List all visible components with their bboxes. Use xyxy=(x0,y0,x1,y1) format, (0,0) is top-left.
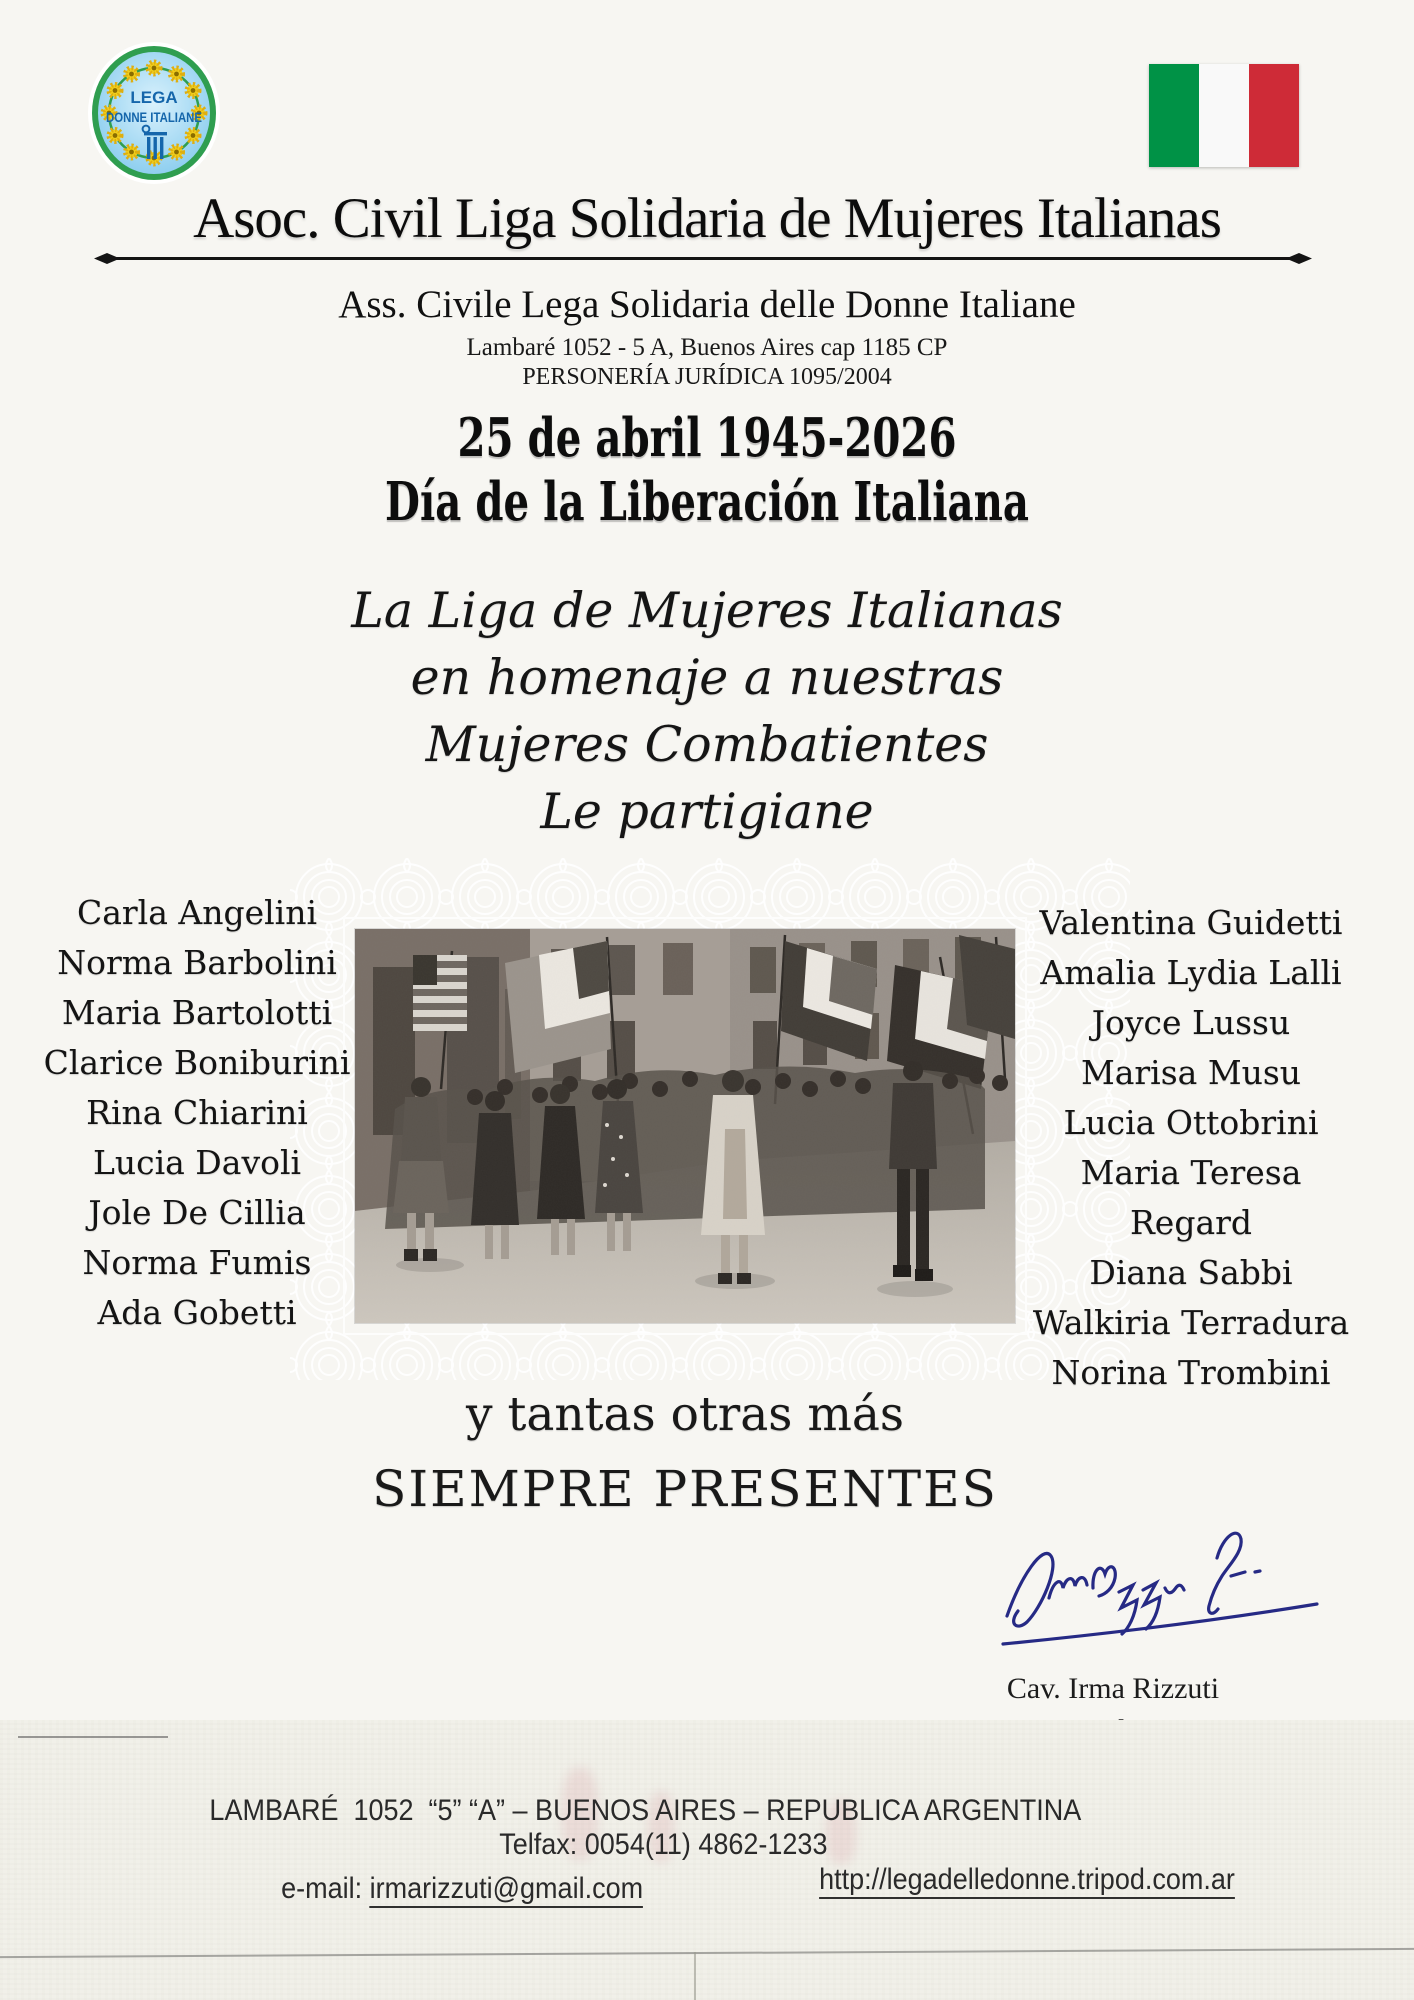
lega-donne-italiane-logo-icon xyxy=(87,40,222,185)
title-rule xyxy=(107,257,1299,260)
partisan-name: Jole De Cillia xyxy=(88,1193,306,1232)
tribute-line: Mujeres Combatientes xyxy=(425,716,989,773)
footer-email-line xyxy=(228,1838,664,1940)
flag-red-stripe xyxy=(1249,64,1299,167)
signer-name: Cav. Irma Rizzuti xyxy=(1006,1672,1220,1705)
email-link[interactable]: irmarizzuti@gmail.com xyxy=(370,1872,643,1908)
partisan-name: Maria Teresa Regard xyxy=(1080,1153,1302,1242)
subtitle: Ass. Civile Lega Solidaria delle Donne Italiane xyxy=(338,283,1076,326)
footer-address-text: LAMBARÉ 1052 “5” “A” – BUENOS AIRES – REPUBLICA ARGENTINA xyxy=(209,1794,1082,1827)
partisan-name: Walkiria Terradura xyxy=(1032,1303,1350,1342)
email-label: e-mail: xyxy=(281,1872,370,1905)
partisan-name: Ada Gobetti xyxy=(97,1293,297,1332)
partisan-name: Marisa Musu xyxy=(1080,1053,1302,1092)
partisan-name: Rina Chiarini xyxy=(86,1093,308,1132)
italy-flag-icon xyxy=(1149,64,1299,167)
partisan-name: Lucia Ottobrini xyxy=(1063,1103,1319,1142)
tribute-block xyxy=(0,577,1414,845)
partisans-march-photo xyxy=(355,929,1015,1323)
partisan-name: Maria Bartolotti xyxy=(61,993,333,1032)
page-title: Asoc. Civil Liga Solidaria de Mujeres Italianas xyxy=(193,187,1221,250)
flag-white-stripe xyxy=(1199,64,1249,167)
footer-website-line xyxy=(763,1829,1258,1931)
partisan-name: Lucia Davoli xyxy=(92,1143,302,1182)
partisan-name: Valentina Guidetti xyxy=(1039,903,1343,942)
footer-telfax-text: Telfax: 0054(11) 4862-1233 xyxy=(499,1828,828,1861)
event-headline xyxy=(170,406,1245,534)
partisan-name: Clarice Boniburini xyxy=(43,1043,351,1082)
partisan-name: Norma Barbolini xyxy=(57,943,337,982)
partisan-name: Norma Fumis xyxy=(82,1243,312,1282)
tribute-line: en homenaje a nuestras xyxy=(410,649,1004,706)
signature-icon xyxy=(985,1512,1330,1662)
logo-text-line2: DONNE ITALIANE xyxy=(106,109,202,125)
address-line: Lambaré 1052 - 5 A, Buenos Aires cap 1185 CP xyxy=(466,334,948,361)
tribute-line: Le partigiane xyxy=(540,783,874,840)
scan-artifact-line xyxy=(18,1736,168,1738)
partisan-name: Norina Trombini xyxy=(1051,1353,1331,1392)
flag-green-stripe xyxy=(1149,64,1199,167)
partisan-name: Diana Sabbi xyxy=(1089,1253,1293,1292)
names-left-column xyxy=(38,888,356,1338)
event-date-line: 25 de abril 1945-2026 xyxy=(457,407,957,469)
partisan-name: Amalia Lydia Lalli xyxy=(1040,953,1342,992)
partisan-name: Joyce Lussu xyxy=(1091,1003,1291,1042)
closing-line-2: SIEMPRE PRESENTES xyxy=(372,1460,998,1518)
tribute-line: La Liga de Mujeres Italianas xyxy=(351,582,1063,639)
logo-text-line1: LEGA xyxy=(130,88,178,107)
partisan-name: Carla Angelini xyxy=(76,893,318,932)
event-name-line: Día de la Liberación Italiana xyxy=(385,471,1029,533)
website-link[interactable]: http://legadelledonne.tripod.com.ar xyxy=(819,1863,1235,1899)
names-right-column xyxy=(1028,898,1354,1398)
scan-crease-line xyxy=(694,1952,696,2000)
legal-line: PERSONERÍA JURÍDICA 1095/2004 xyxy=(522,364,892,390)
closing-line-1: y tantas otras más xyxy=(465,1387,905,1442)
